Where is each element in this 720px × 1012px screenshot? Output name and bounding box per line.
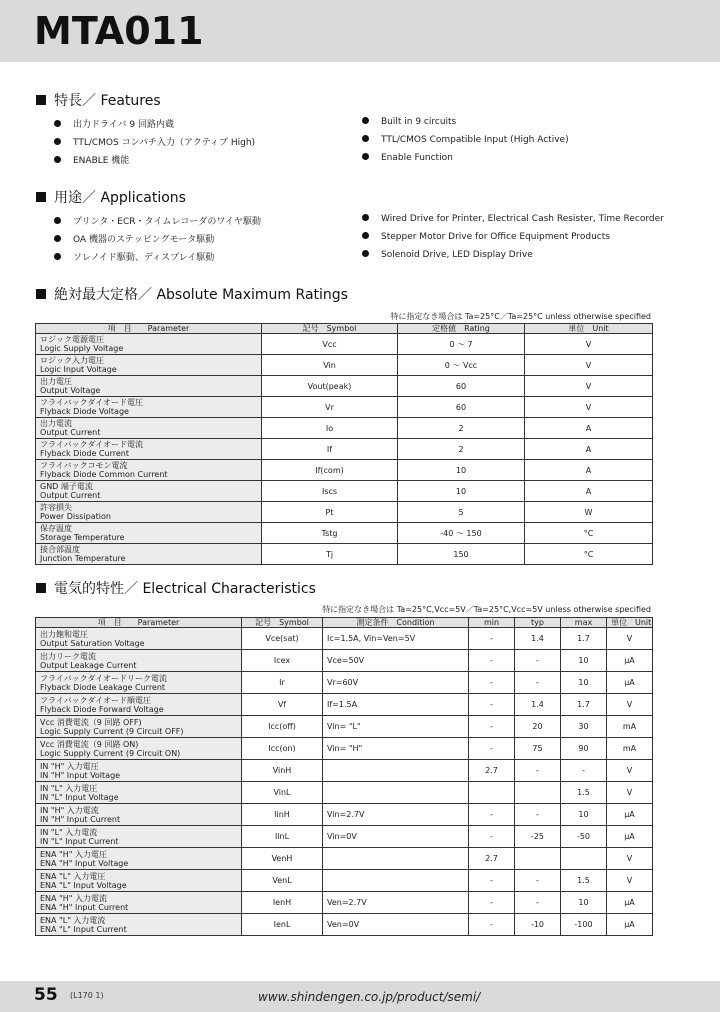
min-cell: - — [469, 914, 515, 936]
min-cell: - — [469, 804, 515, 826]
bullet-icon — [54, 253, 61, 260]
condition-cell: If=1.5A — [323, 694, 469, 716]
abs-ratings-table — [35, 323, 653, 565]
min-cell: - — [469, 738, 515, 760]
typ-cell: - — [515, 672, 561, 694]
condition-cell — [323, 760, 469, 782]
symbol-cell: Vf — [242, 694, 323, 716]
table-row — [36, 782, 653, 804]
parameter-en: Flyback Diode Voltage — [40, 407, 129, 416]
symbol-cell: Vr — [262, 397, 398, 418]
typ-cell: - — [515, 804, 561, 826]
feature-jp-1: 出力ドライバ 9 回路内蔵 — [54, 117, 174, 130]
table-row — [36, 544, 653, 565]
min-cell: - — [469, 716, 515, 738]
symbol-cell: Vce(sat) — [242, 628, 323, 650]
parameter-jp: フライバックダイオード電圧 — [40, 398, 144, 407]
parameter-jp: 保存温度 — [40, 524, 72, 533]
rating-cell: 2 — [398, 418, 525, 439]
parameter-jp: 許容損失 — [40, 503, 72, 512]
unit-cell: V — [607, 848, 653, 870]
symbol-cell: Pt — [262, 502, 398, 523]
parameter-cell — [36, 914, 242, 936]
table-row — [36, 716, 653, 738]
min-cell: - — [469, 892, 515, 914]
parameter-jp: IN "H" 入力電流 — [40, 805, 99, 815]
unit-cell: V — [525, 376, 653, 397]
rating-cell: 60 — [398, 376, 525, 397]
bullet-icon — [362, 153, 369, 160]
parameter-cell — [36, 334, 262, 355]
symbol-cell: Tstg — [262, 523, 398, 544]
condition-cell: Vin= "L" — [323, 716, 469, 738]
max-cell: 10 — [561, 804, 607, 826]
application-en-2: Stepper Motor Drive for Office Equipment Products — [362, 232, 610, 242]
symbol-cell: Iscs — [262, 481, 398, 502]
feature-en-1: Built in 9 circuits — [362, 117, 456, 127]
rating-cell: 10 — [398, 460, 525, 481]
symbol-cell: Vcc — [262, 334, 398, 355]
min-cell: 2.7 — [469, 848, 515, 870]
parameter-en: ENA "L" Input Current — [40, 924, 127, 934]
typ-cell: - — [515, 650, 561, 672]
parameter-cell — [36, 650, 242, 672]
applications-heading: 用途／ Applications — [36, 187, 186, 207]
condition-cell: Vce=50V — [323, 650, 469, 672]
max-cell: -50 — [561, 826, 607, 848]
unit-cell: V — [525, 334, 653, 355]
unit-cell: °C — [525, 523, 653, 544]
symbol-cell: Vin — [262, 355, 398, 376]
rating-cell: 0 ～ Vcc — [398, 355, 525, 376]
square-bullet-icon — [36, 95, 46, 105]
symbol-cell: Icc(off) — [242, 716, 323, 738]
table-row — [36, 694, 653, 716]
symbol-cell: VenL — [242, 870, 323, 892]
max-cell: 1.7 — [561, 694, 607, 716]
title-bar — [0, 0, 720, 62]
table-row — [36, 650, 653, 672]
parameter-jp: IN "L" 入力電圧 — [40, 783, 98, 793]
parameter-cell — [36, 355, 262, 376]
max-cell: 10 — [561, 650, 607, 672]
header-symbol: 記号 Symbol — [262, 324, 398, 334]
typ-cell: 1.4 — [515, 694, 561, 716]
parameter-en: Output Saturation Voltage — [40, 638, 145, 648]
parameter-jp: ENA "H" 入力電圧 — [40, 849, 107, 859]
parameter-cell — [36, 782, 242, 804]
typ-cell: 75 — [515, 738, 561, 760]
bullet-icon — [362, 250, 369, 257]
parameter-cell — [36, 460, 262, 481]
typ-cell: - — [515, 760, 561, 782]
feature-jp-3: ENABLE 機能 — [54, 153, 129, 166]
parameter-en: Output Current — [40, 428, 101, 437]
unit-cell: μA — [607, 914, 653, 936]
features-heading: 特長／ Features — [36, 90, 161, 110]
symbol-cell: Vout(peak) — [262, 376, 398, 397]
table-row — [36, 892, 653, 914]
header-parameter: 項 目 Parameter — [36, 618, 242, 628]
max-cell: - — [561, 760, 607, 782]
table-row — [36, 914, 653, 936]
parameter-cell — [36, 848, 242, 870]
parameter-jp: IN "H" 入力電圧 — [40, 761, 99, 771]
typ-cell: 1.4 — [515, 628, 561, 650]
bullet-icon — [54, 217, 61, 224]
application-jp-2: OA 機器のステッピングモータ駆動 — [54, 232, 214, 245]
max-cell: 1.5 — [561, 782, 607, 804]
parameter-jp: ロジック入力電圧 — [40, 356, 104, 365]
bullet-icon — [54, 156, 61, 163]
abs-ratings-heading: 絶対最大定格／ Absolute Maximum Ratings — [36, 284, 348, 304]
condition-cell — [323, 870, 469, 892]
unit-cell: A — [525, 460, 653, 481]
typ-cell: -10 — [515, 914, 561, 936]
symbol-cell: Icex — [242, 650, 323, 672]
typ-cell: -25 — [515, 826, 561, 848]
parameter-cell — [36, 892, 242, 914]
table-row — [36, 628, 653, 650]
parameter-en: Output Voltage — [40, 386, 101, 395]
parameter-en: IN "H" Input Current — [40, 814, 121, 824]
parameter-jp: GND 端子電流 — [40, 482, 93, 491]
application-jp-1: プリンタ・ECR・タイムレコーダのワイヤ駆動 — [54, 214, 261, 227]
parameter-en: Logic Supply Voltage — [40, 344, 124, 353]
parameter-jp: 出力電圧 — [40, 377, 72, 386]
condition-cell: Vin=0V — [323, 826, 469, 848]
typ-cell: 20 — [515, 716, 561, 738]
condition-cell — [323, 782, 469, 804]
table-row — [36, 826, 653, 848]
rating-cell: 60 — [398, 397, 525, 418]
table-row — [36, 334, 653, 355]
condition-cell: Ven=2.7V — [323, 892, 469, 914]
parameter-jp: フライバックダイオードリーク電流 — [40, 673, 168, 683]
bullet-icon — [54, 120, 61, 127]
unit-cell: V — [607, 760, 653, 782]
parameter-en: Junction Temperature — [40, 554, 126, 563]
parameter-en: ENA "H" Input Voltage — [40, 858, 129, 868]
parameter-jp: 出力リーク電流 — [40, 651, 96, 661]
header-parameter: 項 目 Parameter — [36, 324, 262, 334]
max-cell: 10 — [561, 672, 607, 694]
table-row — [36, 481, 653, 502]
table-row — [36, 460, 653, 481]
table-row — [36, 738, 653, 760]
condition-cell — [323, 848, 469, 870]
parameter-cell — [36, 628, 242, 650]
parameter-jp: 接合部温度 — [40, 545, 80, 554]
table-row — [36, 502, 653, 523]
min-cell: - — [469, 672, 515, 694]
unit-cell: A — [525, 418, 653, 439]
table-row — [36, 672, 653, 694]
unit-cell: V — [607, 782, 653, 804]
symbol-cell: Icc(on) — [242, 738, 323, 760]
symbol-cell: Ir — [242, 672, 323, 694]
rating-cell: 2 — [398, 439, 525, 460]
website-url[interactable]: www.shindengen.co.jp/product/semi/ — [258, 990, 481, 1004]
page-title: MTA011 — [34, 9, 204, 53]
symbol-cell: Tj — [262, 544, 398, 565]
symbol-cell: IinL — [242, 826, 323, 848]
bullet-icon — [362, 214, 369, 221]
unit-cell: μA — [607, 804, 653, 826]
rating-cell: 150 — [398, 544, 525, 565]
parameter-jp: フライバックコモン電流 — [40, 461, 128, 470]
parameter-en: Power Dissipation — [40, 512, 111, 521]
bullet-icon — [362, 117, 369, 124]
parameter-cell — [36, 804, 242, 826]
parameter-en: Flyback Diode Leakage Current — [40, 682, 166, 692]
condition-cell: Vr=60V — [323, 672, 469, 694]
parameter-cell — [36, 738, 242, 760]
unit-cell: μA — [607, 650, 653, 672]
max-cell: 10 — [561, 892, 607, 914]
table-header-row — [36, 618, 653, 628]
parameter-cell — [36, 694, 242, 716]
parameter-cell — [36, 502, 262, 523]
abs-ratings-note: 特に指定なき場合は Ta=25°C／Ta=25°C unless otherwise specified — [390, 312, 651, 321]
parameter-en: ENA "H" Input Current — [40, 902, 129, 912]
parameter-cell — [36, 760, 242, 782]
min-cell: - — [469, 650, 515, 672]
condition-cell: Ic=1.5A, Vin=Ven=5V — [323, 628, 469, 650]
parameter-jp: Vcc 消費電流（9 回路 ON) — [40, 739, 139, 749]
bullet-icon — [54, 235, 61, 242]
parameter-jp: フライバックダイオード電流 — [40, 440, 144, 449]
unit-cell: V — [607, 694, 653, 716]
rating-cell: 10 — [398, 481, 525, 502]
unit-cell: μA — [607, 826, 653, 848]
header-condition: 測定条件 Condition — [323, 618, 469, 628]
parameter-cell — [36, 439, 262, 460]
header-symbol: 記号 Symbol — [242, 618, 323, 628]
parameter-en: Flyback Diode Current — [40, 449, 129, 458]
unit-cell: A — [525, 481, 653, 502]
parameter-cell — [36, 418, 262, 439]
typ-cell: - — [515, 892, 561, 914]
square-bullet-icon — [36, 583, 46, 593]
min-cell: - — [469, 870, 515, 892]
parameter-cell — [36, 870, 242, 892]
parameter-en: Logic Supply Current (9 Circuit OFF) — [40, 726, 184, 736]
min-cell: - — [469, 628, 515, 650]
parameter-cell — [36, 544, 262, 565]
elec-char-heading: 電気的特性／ Electrical Characteristics — [36, 578, 316, 598]
typ-cell: - — [515, 870, 561, 892]
symbol-cell: VinH — [242, 760, 323, 782]
parameter-cell — [36, 716, 242, 738]
parameter-en: Logic Input Voltage — [40, 365, 117, 374]
condition-cell: Vin= "H" — [323, 738, 469, 760]
parameter-cell — [36, 397, 262, 418]
min-cell — [469, 782, 515, 804]
max-cell: 90 — [561, 738, 607, 760]
unit-cell: μA — [607, 892, 653, 914]
unit-cell: mA — [607, 738, 653, 760]
parameter-cell — [36, 376, 262, 397]
table-row — [36, 355, 653, 376]
unit-cell: V — [525, 397, 653, 418]
symbol-cell: IenH — [242, 892, 323, 914]
header-unit: 単位 Unit — [607, 618, 653, 628]
parameter-en: Output Current — [40, 491, 101, 500]
elec-char-note: 特に指定なき場合は Ta=25°C,Vcc=5V／Ta=25°C,Vcc=5V unless otherwise specified — [322, 605, 651, 614]
symbol-cell: Io — [262, 418, 398, 439]
parameter-jp: ENA "L" 入力電流 — [40, 915, 106, 925]
parameter-en: Storage Temperature — [40, 533, 125, 542]
feature-jp-2: TTL/CMOS コンパチ入力（アクティブ High) — [54, 135, 255, 148]
unit-cell: V — [607, 870, 653, 892]
parameter-jp: 出力電流 — [40, 419, 72, 428]
typ-cell — [515, 848, 561, 870]
condition-cell: Ven=0V — [323, 914, 469, 936]
square-bullet-icon — [36, 289, 46, 299]
application-en-1: Wired Drive for Printer, Electrical Cash Resister, Time Recorder — [362, 214, 664, 224]
parameter-jp: ENA "L" 入力電圧 — [40, 871, 106, 881]
parameter-en: IN "L" Input Current — [40, 836, 119, 846]
max-cell: 30 — [561, 716, 607, 738]
header-unit: 単位 Unit — [525, 324, 653, 334]
min-cell: - — [469, 694, 515, 716]
application-en-3: Solenoid Drive, LED Display Drive — [362, 250, 533, 260]
unit-cell: V — [525, 355, 653, 376]
parameter-en: Output Leakage Current — [40, 660, 137, 670]
symbol-cell: VenH — [242, 848, 323, 870]
table-header-row — [36, 324, 653, 334]
parameter-cell — [36, 481, 262, 502]
header-rating: 定格値 Rating — [398, 324, 525, 334]
rating-cell: -40 ～ 150 — [398, 523, 525, 544]
bullet-icon — [54, 138, 61, 145]
page-number: 55 — [34, 985, 58, 1005]
unit-cell: mA — [607, 716, 653, 738]
feature-en-3: Enable Function — [362, 153, 453, 163]
unit-cell: W — [525, 502, 653, 523]
footer-bar — [0, 981, 720, 1012]
max-cell: -100 — [561, 914, 607, 936]
parameter-en: Flyback Diode Common Current — [40, 470, 168, 479]
table-row — [36, 376, 653, 397]
parameter-en: Logic Supply Current (9 Circuit ON) — [40, 748, 181, 758]
typ-cell — [515, 782, 561, 804]
symbol-cell: IenL — [242, 914, 323, 936]
parameter-cell — [36, 826, 242, 848]
max-cell: 1.5 — [561, 870, 607, 892]
symbol-cell: If(com) — [262, 460, 398, 481]
unit-cell: A — [525, 439, 653, 460]
unit-cell: °C — [525, 544, 653, 565]
min-cell: 2.7 — [469, 760, 515, 782]
header-max: max — [561, 618, 607, 628]
table-row — [36, 523, 653, 544]
parameter-en: IN "L" Input Voltage — [40, 792, 119, 802]
table-row — [36, 804, 653, 826]
symbol-cell: If — [262, 439, 398, 460]
elec-char-table — [35, 617, 653, 936]
parameter-cell — [36, 523, 262, 544]
table-row — [36, 848, 653, 870]
table-row — [36, 439, 653, 460]
symbol-cell: IinH — [242, 804, 323, 826]
bullet-icon — [362, 135, 369, 142]
parameter-jp: Vcc 消費電流（9 回路 OFF) — [40, 717, 142, 727]
rating-cell: 5 — [398, 502, 525, 523]
symbol-cell: VinL — [242, 782, 323, 804]
parameter-jp: 出力飽和電圧 — [40, 629, 88, 639]
application-jp-3: ソレノイド駆動、ディスプレイ駆動 — [54, 250, 214, 263]
feature-en-2: TTL/CMOS Compatible Input (High Active) — [362, 135, 569, 145]
min-cell: - — [469, 826, 515, 848]
parameter-en: IN "H" Input Voltage — [40, 770, 121, 780]
parameter-jp: ロジック電源電圧 — [40, 335, 104, 344]
bullet-icon — [362, 232, 369, 239]
parameter-jp: IN "L" 入力電流 — [40, 827, 98, 837]
header-typ: typ — [515, 618, 561, 628]
max-cell: 1.7 — [561, 628, 607, 650]
table-row — [36, 397, 653, 418]
max-cell — [561, 848, 607, 870]
condition-cell: Vin=2.7V — [323, 804, 469, 826]
doc-code: (L170 1) — [70, 991, 104, 1000]
table-row — [36, 870, 653, 892]
header-min: min — [469, 618, 515, 628]
unit-cell: V — [607, 628, 653, 650]
parameter-en: ENA "L" Input Voltage — [40, 880, 127, 890]
parameter-cell — [36, 672, 242, 694]
parameter-jp: フライバックダイオード順電圧 — [40, 695, 152, 705]
rating-cell: 0 ～ 7 — [398, 334, 525, 355]
parameter-jp: ENA "H" 入力電流 — [40, 893, 107, 903]
table-row — [36, 760, 653, 782]
parameter-en: Flyback Diode Forward Voltage — [40, 704, 164, 714]
square-bullet-icon — [36, 192, 46, 202]
unit-cell: μA — [607, 672, 653, 694]
table-row — [36, 418, 653, 439]
